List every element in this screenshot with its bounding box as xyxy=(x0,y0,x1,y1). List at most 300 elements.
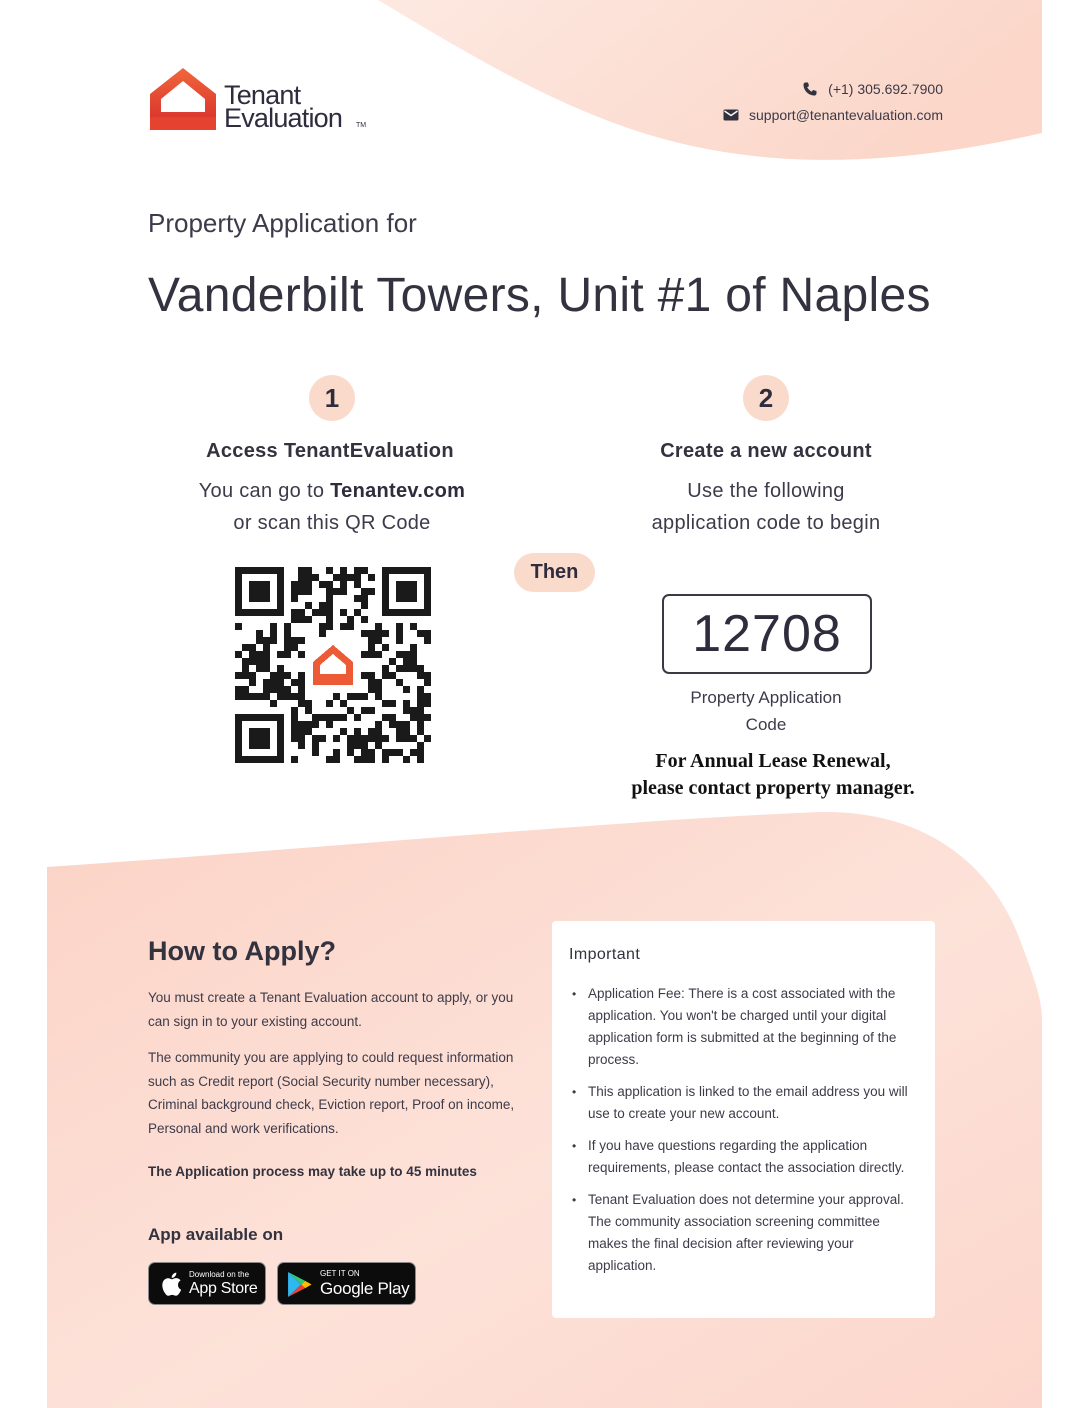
qr-module xyxy=(368,574,375,581)
qr-module xyxy=(291,693,298,700)
qr-module xyxy=(396,735,403,742)
qr-module xyxy=(417,686,424,693)
qr-module xyxy=(298,588,305,595)
qr-module xyxy=(382,735,389,742)
qr-module xyxy=(340,588,347,595)
qr-module xyxy=(424,714,431,721)
qr-module xyxy=(340,700,347,707)
qr-module xyxy=(305,567,312,574)
qr-module xyxy=(284,651,291,658)
qr-module xyxy=(354,609,361,616)
qr-module xyxy=(284,623,291,630)
qr-module xyxy=(235,623,242,630)
qr-module xyxy=(382,644,389,651)
page-subtitle: Property Application for xyxy=(148,208,417,238)
qr-module xyxy=(312,735,319,742)
qr-module xyxy=(326,623,333,630)
qr-module xyxy=(333,574,340,581)
qr-module xyxy=(424,630,431,637)
qr-module xyxy=(249,693,256,700)
qr-module xyxy=(291,644,298,651)
qr-module xyxy=(347,693,354,700)
qr-module xyxy=(410,651,417,658)
qr-module xyxy=(410,665,417,672)
qr-module xyxy=(375,679,382,686)
apple-icon xyxy=(158,1270,183,1298)
qr-module xyxy=(347,574,354,581)
qr-module xyxy=(326,581,333,588)
qr-module xyxy=(354,574,361,581)
qr-module xyxy=(298,700,305,707)
qr-module xyxy=(347,623,354,630)
qr-module xyxy=(291,707,298,714)
qr-module xyxy=(417,665,424,672)
qr-module xyxy=(368,735,375,742)
step-2-line2: application code to begin xyxy=(651,512,881,534)
step-2-number: 2 xyxy=(743,375,789,421)
phone-icon xyxy=(802,81,818,97)
qr-module xyxy=(312,749,319,756)
qr-module xyxy=(396,665,403,672)
qr-module xyxy=(326,700,333,707)
how-to-apply-paragraph-2: The community you are applying to could request information such as Credit report (Social Security number necessary), Criminal background check, Eviction report, Proof on income, Personal and work verifications. xyxy=(148,1050,515,1136)
step-1-line1-prefix: You can go to xyxy=(198,480,331,502)
qr-module xyxy=(270,686,277,693)
qr-module xyxy=(361,693,368,700)
qr-module xyxy=(263,679,270,686)
important-card xyxy=(552,921,935,1318)
qr-module xyxy=(298,567,305,574)
phone-row xyxy=(723,76,943,102)
qr-module xyxy=(312,574,319,581)
google-play-button[interactable] xyxy=(277,1262,416,1305)
qr-module xyxy=(326,595,333,602)
qr-module xyxy=(312,721,319,728)
qr-module xyxy=(326,721,333,728)
lease-renewal-note xyxy=(594,748,952,802)
qr-module xyxy=(235,693,242,700)
step-2-description xyxy=(596,475,936,539)
qr-module xyxy=(319,581,326,588)
qr-module xyxy=(410,644,417,651)
code-caption-line2: Code xyxy=(745,715,787,734)
qr-module xyxy=(242,693,249,700)
qr-module xyxy=(375,623,382,630)
qr-module xyxy=(263,651,270,658)
renewal-line1: For Annual Lease Renewal, xyxy=(655,750,891,772)
qr-module xyxy=(396,749,403,756)
qr-module xyxy=(424,637,431,644)
qr-module xyxy=(263,644,270,651)
logo-trademark: TM xyxy=(356,122,367,129)
how-to-apply-heading: How to Apply? xyxy=(148,936,336,966)
qr-module xyxy=(361,616,368,623)
important-heading: Important xyxy=(569,946,641,963)
application-code-box: 12708 xyxy=(662,594,872,674)
qr-module xyxy=(361,756,368,763)
qr-code[interactable] xyxy=(235,567,431,763)
qr-module xyxy=(326,602,333,609)
qr-module xyxy=(424,693,431,700)
qr-module xyxy=(347,749,354,756)
qr-module xyxy=(256,693,263,700)
qr-module xyxy=(326,616,333,623)
qr-module xyxy=(291,714,298,721)
qr-module xyxy=(375,721,382,728)
qr-module xyxy=(298,686,305,693)
qr-module xyxy=(242,665,249,672)
qr-module xyxy=(396,623,403,630)
important-item: • If you have questions regarding the application requirements, please contact the association directly. xyxy=(572,1135,920,1179)
qr-module xyxy=(361,602,368,609)
qr-module xyxy=(326,714,333,721)
qr-module xyxy=(326,567,333,574)
qr-module xyxy=(389,700,396,707)
qr-module xyxy=(242,644,249,651)
qr-module xyxy=(368,679,375,686)
qr-module xyxy=(375,735,382,742)
qr-module xyxy=(235,672,242,679)
qr-module xyxy=(396,679,403,686)
qr-module xyxy=(361,707,368,714)
qr-module xyxy=(270,637,277,644)
qr-module xyxy=(319,602,326,609)
qr-module xyxy=(333,735,340,742)
qr-module xyxy=(396,651,403,658)
qr-module xyxy=(298,637,305,644)
qr-module xyxy=(242,672,249,679)
tenantev-link[interactable]: Tenantev.com xyxy=(330,480,466,502)
qr-module xyxy=(270,623,277,630)
qr-module xyxy=(235,686,242,693)
step-2-line1: Use the following xyxy=(687,480,845,502)
qr-module xyxy=(410,714,417,721)
qr-module xyxy=(417,756,424,763)
qr-module xyxy=(375,651,382,658)
qr-module xyxy=(312,609,319,616)
qr-module xyxy=(417,714,424,721)
qr-module xyxy=(326,609,333,616)
qr-module xyxy=(270,672,277,679)
qr-module xyxy=(375,686,382,693)
qr-module xyxy=(382,700,389,707)
step-1-line1 xyxy=(162,475,502,507)
qr-module xyxy=(270,679,277,686)
qr-module xyxy=(326,756,333,763)
logo-text-evaluation: Evaluation xyxy=(224,103,343,133)
qr-module xyxy=(298,693,305,700)
code-caption-line1: Property Application xyxy=(690,688,842,707)
qr-module xyxy=(298,735,305,742)
qr-module xyxy=(277,672,284,679)
qr-module xyxy=(389,658,396,665)
qr-module xyxy=(424,672,431,679)
qr-module xyxy=(305,588,312,595)
qr-module xyxy=(270,700,277,707)
qr-module xyxy=(235,651,242,658)
step-2-heading: Create a new account xyxy=(660,440,872,462)
qr-module xyxy=(340,609,347,616)
qr-module xyxy=(298,616,305,623)
qr-module xyxy=(417,700,424,707)
qr-module xyxy=(410,623,417,630)
qr-module xyxy=(333,749,340,756)
important-item: • Tenant Evaluation does not determine your approval. The community association screening committee makes the final decision after reviewing your application. xyxy=(572,1189,920,1277)
app-available-label: App available on xyxy=(148,1225,284,1244)
qr-module xyxy=(263,637,270,644)
qr-module xyxy=(368,749,375,756)
qr-module xyxy=(417,630,424,637)
qr-module xyxy=(410,749,417,756)
qr-module xyxy=(242,686,249,693)
qr-module xyxy=(277,665,284,672)
qr-module xyxy=(340,567,347,574)
qr-module xyxy=(319,630,326,637)
qr-module xyxy=(312,714,319,721)
qr-module xyxy=(291,735,298,742)
qr-module xyxy=(291,581,298,588)
qr-module xyxy=(333,756,340,763)
qr-module xyxy=(403,756,410,763)
qr-module xyxy=(368,756,375,763)
app-store-small-text: Download on the xyxy=(189,1270,250,1279)
property-title: Vanderbilt Towers, Unit #1 of Naples xyxy=(148,269,931,322)
qr-module xyxy=(249,651,256,658)
qr-module xyxy=(396,637,403,644)
qr-module xyxy=(298,721,305,728)
qr-module xyxy=(417,721,424,728)
then-connector: Then xyxy=(514,553,595,592)
qr-module xyxy=(284,630,291,637)
qr-module xyxy=(291,588,298,595)
email-address[interactable]: support@tenantevaluation.com xyxy=(749,107,943,123)
envelope-icon xyxy=(723,107,739,123)
qr-module xyxy=(291,728,298,735)
qr-module xyxy=(249,644,256,651)
qr-module xyxy=(361,595,368,602)
qr-module xyxy=(361,735,368,742)
qr-module xyxy=(354,567,361,574)
qr-module xyxy=(319,735,326,742)
qr-module xyxy=(382,756,389,763)
qr-module xyxy=(277,651,284,658)
qr-module xyxy=(305,616,312,623)
qr-module xyxy=(249,672,256,679)
qr-module xyxy=(347,735,354,742)
qr-module xyxy=(291,595,298,602)
qr-module xyxy=(298,574,305,581)
qr-module xyxy=(403,707,410,714)
qr-module xyxy=(305,581,312,588)
qr-module xyxy=(354,756,361,763)
qr-module xyxy=(417,749,424,756)
qr-module xyxy=(389,721,396,728)
qr-module xyxy=(291,679,298,686)
qr-module xyxy=(291,721,298,728)
application-code-caption xyxy=(666,684,866,738)
important-item: • Application Fee: There is a cost associated with the application. You won't be charged until your digital application form is submitted at the beginning of the process. xyxy=(572,983,920,1071)
qr-module xyxy=(417,672,424,679)
qr-module xyxy=(368,630,375,637)
qr-module xyxy=(424,700,431,707)
qr-module xyxy=(361,672,368,679)
qr-module xyxy=(305,728,312,735)
qr-module xyxy=(340,714,347,721)
qr-module xyxy=(263,686,270,693)
google-play-big-text: Google Play xyxy=(320,1279,410,1298)
qr-module xyxy=(305,707,312,714)
qr-module xyxy=(263,658,270,665)
google-play-icon xyxy=(287,1271,312,1298)
qr-module xyxy=(298,581,305,588)
qr-module xyxy=(389,672,396,679)
qr-module xyxy=(417,693,424,700)
phone-number[interactable]: (+1) 305.692.7900 xyxy=(828,81,943,97)
qr-module xyxy=(375,742,382,749)
qr-module xyxy=(326,588,333,595)
qr-module xyxy=(354,742,361,749)
step-1-line2: or scan this QR Code xyxy=(233,512,431,534)
qr-module xyxy=(319,623,326,630)
qr-module xyxy=(242,658,249,665)
qr-module xyxy=(361,567,368,574)
application-duration-note: The Application process may take up to 45 minutes xyxy=(148,1164,477,1179)
qr-module xyxy=(340,728,347,735)
qr-module xyxy=(368,651,375,658)
qr-module xyxy=(319,714,326,721)
qr-module xyxy=(382,630,389,637)
qr-module xyxy=(361,588,368,595)
qr-module xyxy=(347,707,354,714)
qr-module xyxy=(284,637,291,644)
qr-module xyxy=(368,588,375,595)
qr-module xyxy=(375,693,382,700)
qr-module xyxy=(354,735,361,742)
qr-module xyxy=(403,658,410,665)
qr-module xyxy=(256,665,263,672)
qr-module xyxy=(382,749,389,756)
step-1-heading: Access TenantEvaluation xyxy=(206,440,454,462)
qr-module xyxy=(277,679,284,686)
qr-module xyxy=(291,609,298,616)
qr-module xyxy=(298,742,305,749)
contact-info xyxy=(723,76,943,128)
qr-module xyxy=(417,707,424,714)
qr-module xyxy=(410,735,417,742)
qr-module xyxy=(403,721,410,728)
qr-module xyxy=(249,658,256,665)
qr-module xyxy=(347,742,354,749)
qr-module xyxy=(256,637,263,644)
qr-module xyxy=(361,749,368,756)
qr-module xyxy=(263,693,270,700)
qr-module xyxy=(249,679,256,686)
qr-module xyxy=(361,630,368,637)
qr-module xyxy=(256,651,263,658)
qr-module xyxy=(368,644,375,651)
qr-module xyxy=(270,630,277,637)
qr-module xyxy=(403,735,410,742)
email-row xyxy=(723,102,943,128)
qr-module xyxy=(298,672,305,679)
qr-module xyxy=(354,595,361,602)
qr-module xyxy=(375,728,382,735)
qr-module xyxy=(417,742,424,749)
qr-module xyxy=(396,721,403,728)
qr-module xyxy=(284,672,291,679)
qr-module xyxy=(305,721,312,728)
qr-module xyxy=(382,672,389,679)
qr-module xyxy=(298,609,305,616)
renewal-line2: please contact property manager. xyxy=(631,777,915,799)
qr-module xyxy=(305,700,312,707)
qr-module xyxy=(291,616,298,623)
qr-module xyxy=(284,686,291,693)
qr-module xyxy=(284,693,291,700)
step-1-description xyxy=(162,475,502,539)
qr-module xyxy=(361,651,368,658)
qr-module xyxy=(298,679,305,686)
how-to-apply-paragraph-1: You must create a Tenant Evaluation account to apply, or you can sign in to your existing account. xyxy=(148,990,514,1029)
qr-module xyxy=(284,644,291,651)
qr-module xyxy=(403,728,410,735)
important-item: • This application is linked to the email address you will use to create your new account. xyxy=(572,1081,920,1125)
qr-module xyxy=(291,637,298,644)
qr-module xyxy=(375,637,382,644)
qr-module xyxy=(305,574,312,581)
qr-module xyxy=(368,672,375,679)
qr-module xyxy=(403,700,410,707)
step-1-number: 1 xyxy=(309,375,355,421)
important-list xyxy=(572,983,920,1287)
qr-module xyxy=(333,693,340,700)
qr-module xyxy=(291,756,298,763)
qr-module xyxy=(375,630,382,637)
qr-module xyxy=(368,686,375,693)
qr-module xyxy=(340,623,347,630)
qr-module xyxy=(354,728,361,735)
qr-module xyxy=(403,665,410,672)
qr-module xyxy=(256,630,263,637)
qr-module xyxy=(298,728,305,735)
house-logo-icon xyxy=(150,68,216,130)
qr-module xyxy=(368,707,375,714)
qr-module xyxy=(256,658,263,665)
qr-module xyxy=(417,728,424,735)
qr-module xyxy=(403,686,410,693)
qr-module xyxy=(340,574,347,581)
qr-module xyxy=(382,665,389,672)
logo-text-tenant: Tenant xyxy=(224,80,301,110)
qr-module xyxy=(354,581,361,588)
qr-module xyxy=(424,735,431,742)
qr-module xyxy=(312,742,319,749)
qr-module xyxy=(340,581,347,588)
qr-module xyxy=(333,714,340,721)
app-store-button[interactable] xyxy=(148,1262,266,1305)
qr-module xyxy=(396,630,403,637)
qr-module xyxy=(389,714,396,721)
qr-module xyxy=(277,693,284,700)
qr-module xyxy=(354,693,361,700)
qr-module xyxy=(319,609,326,616)
qr-module xyxy=(410,658,417,665)
qr-module xyxy=(347,616,354,623)
qr-module xyxy=(277,686,284,693)
qr-module xyxy=(305,602,312,609)
qr-module xyxy=(263,665,270,672)
google-play-small-text: GET IT ON xyxy=(320,1269,360,1278)
